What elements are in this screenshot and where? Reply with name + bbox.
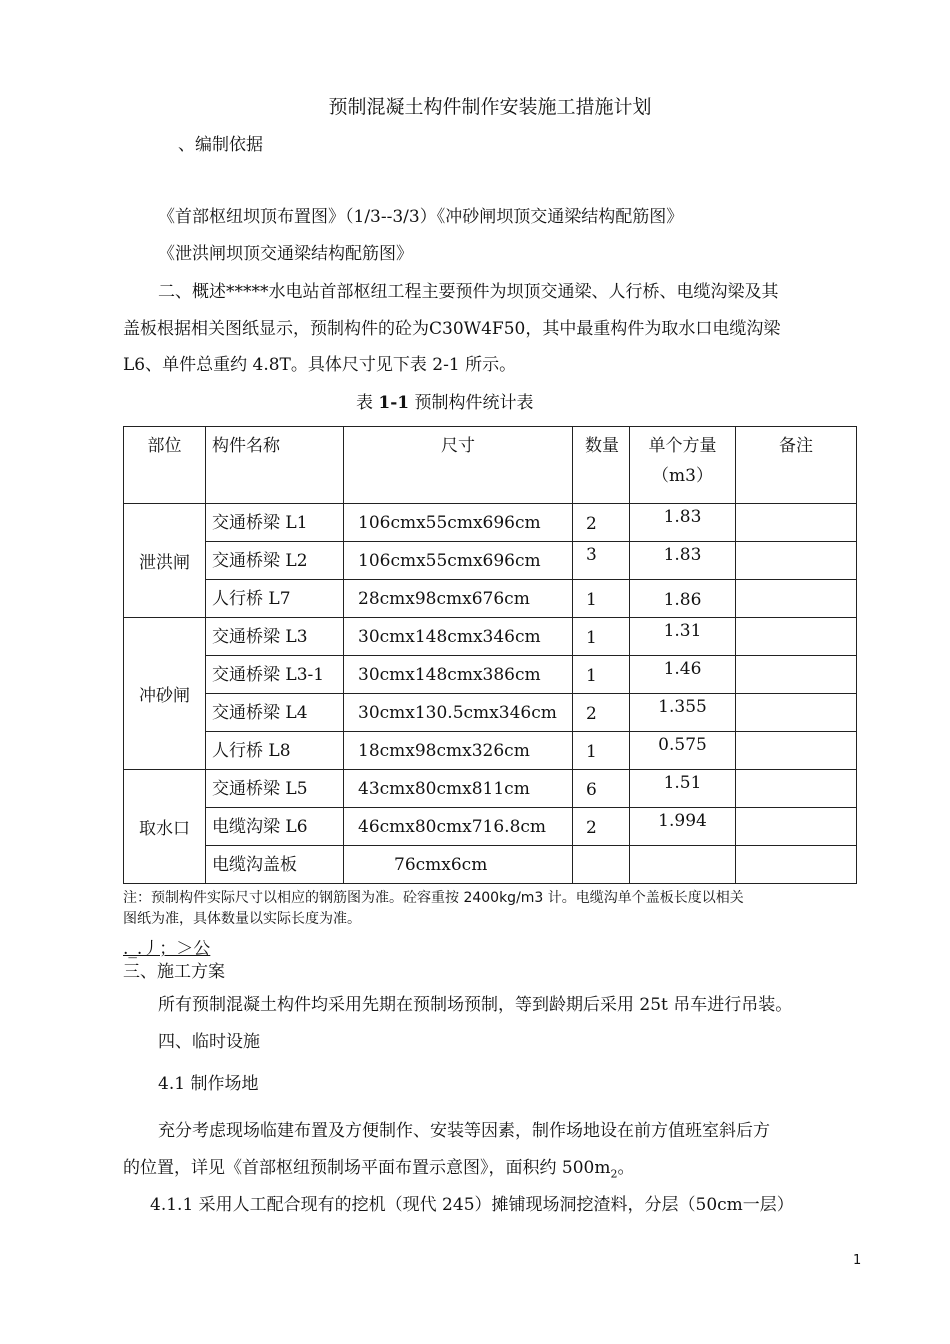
table-row: [124, 580, 857, 618]
section4-1-line-2: [123, 1153, 634, 1180]
component-size: 30cmx148cmx386cm: [358, 665, 541, 685]
section4-1-line-1: 充分考虑现场临建布置及方便制作、安装等因素，制作场地设在前方值班室斜后方: [158, 1121, 770, 1141]
remark-cell: [736, 504, 857, 542]
component-volume: 1.31: [663, 621, 702, 641]
table-row: [124, 694, 857, 732]
remark-cell: [736, 808, 857, 846]
component-size: 106cmx55cmx696cm: [358, 513, 541, 533]
component-qty: 2: [586, 514, 597, 534]
header-volume-line2: （m3）: [652, 466, 713, 486]
component-qty: 2: [586, 818, 597, 838]
section3-body: 所有预制混凝土构件均采用先期在预制场预制，等到龄期后采用 25t 吊车进行吊装。: [158, 995, 793, 1015]
precast-component-table: [123, 426, 857, 884]
component-volume: 1.994: [658, 811, 707, 831]
component-size: 30cmx148cmx346cm: [358, 627, 541, 647]
component-qty: 1: [586, 666, 597, 686]
overview-line-3: L6、单件总重约 4.8T。具体尺寸见下表 2-1 所示。: [123, 355, 517, 375]
component-volume: 1.83: [663, 545, 702, 565]
component-qty: [573, 846, 629, 856]
component-name: 交通桥梁 L5: [212, 779, 308, 799]
table-note-line-2: 图纸为准，具体数量以实际长度为准。: [123, 911, 361, 927]
component-volume: 1.355: [658, 697, 707, 717]
table-header-row: [124, 427, 857, 504]
remark-cell: [736, 656, 857, 694]
component-size: 30cmx130.5cmx346cm: [358, 703, 557, 723]
reference-line-2: 《泄洪闸坝顶交通梁结构配筋图》: [158, 244, 413, 264]
remark-cell: [736, 694, 857, 732]
header-dept: 部位: [147, 436, 182, 456]
section4-1-line-2-text: 的位置，详见《首部枢纽预制场平面布置示意图》，面积约 500m: [123, 1158, 611, 1178]
header-qty: 数量: [585, 436, 619, 456]
dept-cell: 泄洪闸: [124, 504, 206, 618]
component-name: 电缆沟盖板: [212, 855, 297, 875]
component-size: 46cmx80cmx716.8cm: [358, 817, 547, 837]
table-note-line-1: 注：预制构件实际尺寸以相应的钢筋图为准。砼容重按 2400kg/m3 计。电缆沟单个盖板长度以相关: [123, 890, 744, 906]
area-unit-exponent: 2: [610, 1167, 618, 1181]
table-row: [124, 656, 857, 694]
component-volume: 1.83: [663, 507, 702, 527]
component-qty: 1: [586, 742, 597, 762]
component-name: 交通桥梁 L3-1: [212, 665, 325, 685]
table-row: [124, 618, 857, 656]
component-volume: [630, 846, 735, 849]
remark-cell: [736, 542, 857, 580]
overview-line-2: 盖板根据相关图纸显示，预制构件的砼为C30W4F50，其中最重构件为取水口电缆沟梁: [123, 319, 781, 339]
remark-cell: [736, 846, 857, 884]
section1-heading: 、编制依据: [178, 135, 263, 155]
component-name: 电缆沟梁 L6: [212, 817, 308, 837]
page-number: 1: [853, 1253, 862, 1268]
component-size: 106cmx55cmx696cm: [358, 551, 541, 571]
table-row: [124, 846, 857, 884]
stray-mark: ._.丿；＞公: [123, 939, 211, 959]
component-volume: 1.86: [663, 590, 702, 610]
remark-cell: [736, 732, 857, 770]
component-name: 交通桥梁 L1: [212, 513, 308, 533]
component-name: 人行桥 L7: [212, 589, 291, 609]
component-qty: 2: [586, 704, 597, 724]
section4-1-line-2-end: 。: [617, 1158, 635, 1178]
page-title: 预制混凝土构件制作安装施工措施计划: [328, 96, 652, 118]
overview-line-1: 二、概述*****水电站首部枢纽工程主要预件为坝顶交通梁、人行桥、电缆沟梁及其: [158, 282, 779, 302]
component-size: 18cmx98cmx326cm: [358, 741, 530, 761]
remark-cell: [736, 770, 857, 808]
table-row: [124, 808, 857, 846]
reference-line-1: 《首部枢纽坝顶布置图》（1/3--3/3）《冲砂闸坝顶交通梁结构配筋图》: [158, 207, 684, 227]
table-caption: [356, 388, 534, 413]
caption-text: 预制构件统计表: [414, 393, 534, 413]
component-qty: 1: [586, 628, 597, 648]
remark-cell: [736, 618, 857, 656]
section4-1-1: 4.1.1 采用人工配合现有的挖机（现代 245）摊铺现场洞挖渣料，分层（50cm一层）: [150, 1195, 794, 1215]
component-qty: 6: [586, 780, 597, 800]
remark-cell: [736, 580, 857, 618]
component-qty: 1: [586, 590, 597, 610]
dept-cell: 取水口: [124, 770, 206, 884]
header-remark: 备注: [779, 436, 813, 456]
section4-heading: 四、临时设施: [158, 1032, 260, 1052]
table-row: [124, 542, 857, 580]
section4-1-heading: 4.1 制作场地: [158, 1074, 259, 1094]
component-name: 人行桥 L8: [212, 741, 291, 761]
component-volume: 1.46: [663, 659, 702, 679]
component-size: 76cmx6cm: [394, 855, 488, 875]
component-qty: 3: [586, 545, 597, 565]
component-volume: 1.51: [663, 773, 702, 793]
caption-number: 1-1: [378, 393, 410, 413]
header-size: 尺寸: [441, 436, 475, 456]
section3-heading: 三、施工方案: [123, 962, 225, 982]
table-row: [124, 732, 857, 770]
component-name: 交通桥梁 L4: [212, 703, 308, 723]
header-volume-line1: 单个方量: [648, 436, 717, 456]
caption-prefix: 表: [356, 393, 373, 413]
component-size: 43cmx80cmx811cm: [358, 779, 530, 799]
header-volume: [630, 427, 735, 491]
component-name: 交通桥梁 L2: [212, 551, 308, 571]
component-volume: 0.575: [658, 735, 707, 755]
header-name: 构件名称: [212, 436, 280, 456]
component-size: 28cmx98cmx676cm: [358, 589, 530, 609]
component-name: 交通桥梁 L3: [212, 627, 308, 647]
dept-cell: 冲砂闸: [124, 618, 206, 770]
table-row: [124, 504, 857, 542]
table-row: [124, 770, 857, 808]
